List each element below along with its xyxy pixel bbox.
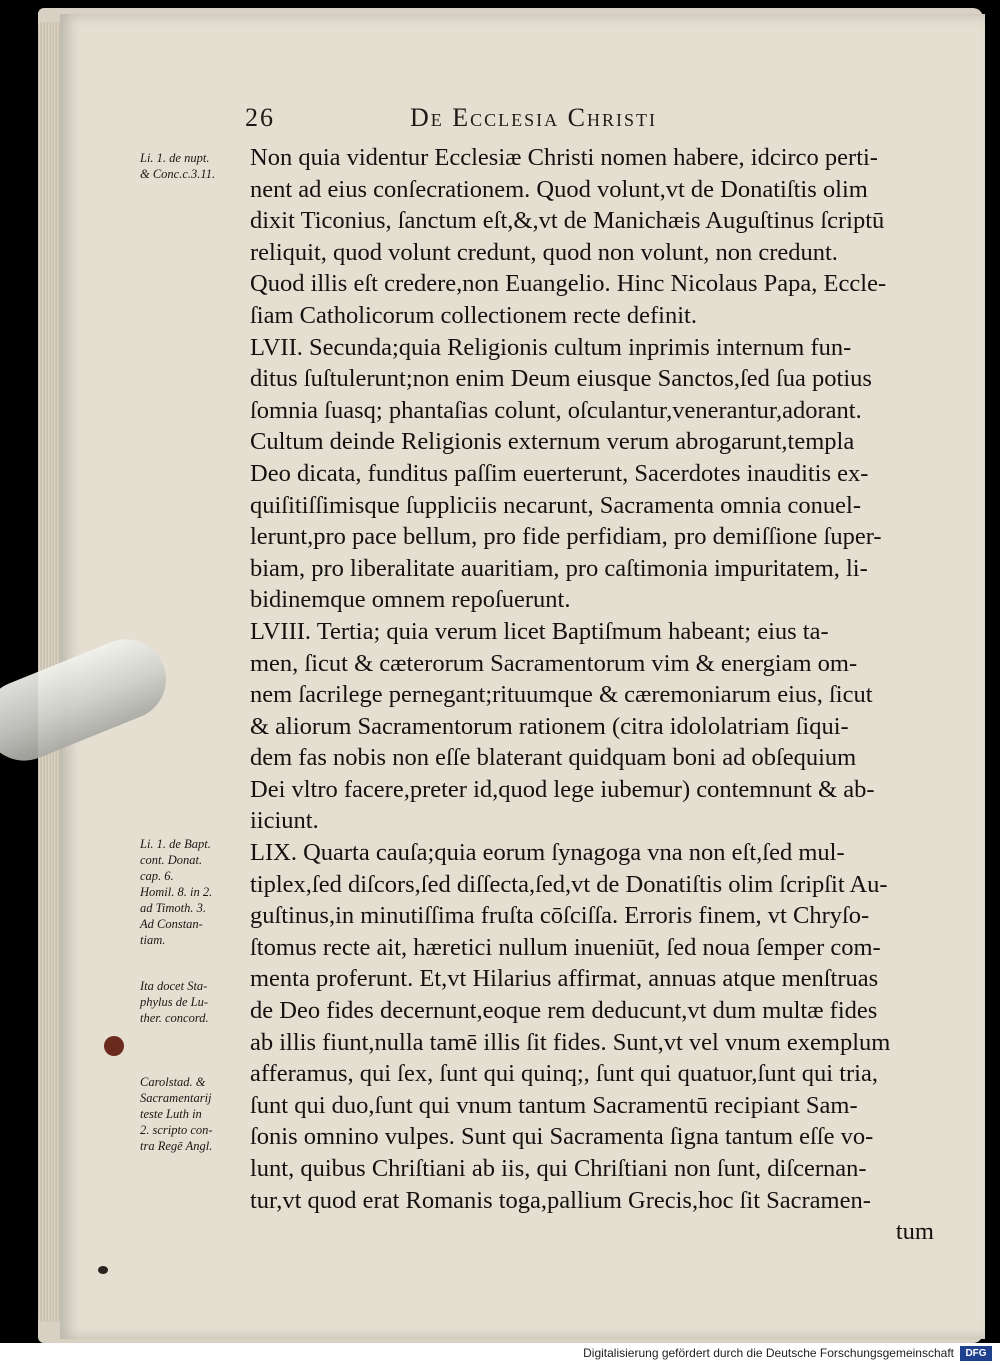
page-number: 26 (245, 103, 275, 132)
text-line: quiſitiſſimisque ſuppliciis necarunt, Sacramenta omnia conuel- (250, 491, 861, 519)
margin-line: Ita docet Sta- (140, 979, 208, 993)
page-title: De Ecclesia Christi (410, 103, 657, 132)
margin-line: tra Regē Angl. (140, 1139, 213, 1153)
margin-line: Li. 1. de Bapt. (140, 837, 211, 851)
margin-line: cont. Donat. (140, 853, 203, 867)
text-line: ſunt qui duo,ſunt qui vnum tantum Sacramentū recipiant Sam- (250, 1091, 858, 1119)
text-line: menta proferunt. Et,vt Hilarius affirmat, annuas atque menſtruas (250, 965, 879, 993)
text-line: lunt, quibus Chriſtiani ab iis, qui Chriſtiani non ſunt, diſcernan- (250, 1155, 867, 1182)
margin-line: 2. scripto con- (140, 1123, 213, 1137)
text-line: biam, pro liberalitate auaritiam, pro caſtimonia impuritatem, li- (250, 554, 868, 582)
text-line: tur,vt quod erat Romanis toga,pallium Grecis,hoc ſit Sacramen- (250, 1186, 871, 1214)
margin-line: & Conc.c.3.11. (140, 167, 216, 181)
ink-spot (98, 1266, 108, 1274)
digitization-credit: Digitalisierung gefördert durch die Deutsche Forschungsgemeinschaft (583, 1346, 954, 1360)
text-line: Cultum deinde Religionis externum verum abrogarunt,templa (250, 428, 855, 456)
text-line: lerunt,pro pace bellum, pro fide perfidiam, pro demiſſione ſuper- (250, 523, 882, 551)
text-line: Dei vltro facere,preter id,quod lege iubemur) contemnunt & ab- (250, 775, 875, 803)
text-line: Non quia videntur Ecclesiæ Christi nomen habere, idcirco perti- (250, 144, 878, 171)
margin-line: Sacramentarij (140, 1091, 212, 1105)
text-line: bidinemque omnem repoſuerunt. (250, 586, 571, 614)
text-line: iiciunt. (250, 807, 319, 835)
margin-line: Ad Constan- (140, 917, 203, 931)
section-heading-lviii: LVIII. Tertia; quia verum licet Baptiſmum habeant; eius ta- (250, 617, 829, 645)
text-line: de Deo fides decernunt,eoque rem deducunt,vt dum multæ fides (250, 997, 878, 1025)
section-heading-lvii: LVII. Secunda;quia Religionis cultum inprimis internum fun- (250, 333, 852, 361)
margin-line: phylus de Lu- (140, 995, 209, 1009)
text-line: afferamus, qui ſex, ſunt qui quinq;, ſunt qui quatuor,ſunt qui tria, (250, 1060, 878, 1088)
footer-bar (0, 1343, 1000, 1365)
text-line: ſtomus recte ait, hæretici nullum inueniūt, ſed noua ſemper com- (250, 933, 881, 961)
margin-note-middle (140, 836, 250, 948)
margin-line: tiam. (140, 933, 166, 947)
text-line: tiplex,ſed diſcors,ſed diſſecta,ſed,vt de Donatiſtis olim ſcripſit Au- (250, 870, 888, 898)
margin-line: teste Luth in (140, 1107, 202, 1121)
margin-note-carolstad (140, 1074, 250, 1154)
text-line: dixit Ticonius, ſanctum eſt,&,vt de Manichæis Auguſtinus ſcriptū (250, 207, 885, 235)
text-line: Deo dicata, funditus paſſim euerterunt, Sacerdotes inauditis ex- (250, 459, 869, 487)
text-line: reliquit, quod volunt credunt, quod non volunt, non credunt. (250, 238, 838, 266)
margin-line: Li. 1. de nupt. (140, 151, 210, 165)
text-line: nent ad eius conſecrationem. Quod volunt,vt de Donatiſtis olim (250, 175, 868, 203)
margin-line: Homil. 8. in 2. (140, 885, 213, 899)
dfg-logo-icon: DFG (960, 1346, 992, 1361)
main-text (250, 142, 940, 1248)
text-line: nem ſacrilege pernegant;rituumque & cæremoniarum eius, ſicut (250, 681, 873, 709)
text-line: ſonis omnino vulpes. Sunt qui Sacramenta ſigna tantum eſſe vo- (250, 1123, 874, 1151)
ink-stain (104, 1036, 124, 1056)
margin-line: Carolstad. & (140, 1075, 206, 1089)
margin-line: ad Timoth. 3. (140, 901, 206, 915)
text-line: & aliorum Sacramentorum rationem (citra idololatriam ſiqui- (250, 712, 849, 740)
margin-note-top (140, 150, 250, 182)
text-line: ſomnia ſuasq; phantaſias colunt, oſculantur,venerantur,adorant. (250, 396, 862, 424)
margin-line: cap. 6. (140, 869, 174, 883)
text-line: ſiam Catholicorum collectionem recte definit. (250, 301, 697, 329)
text-line: ab illis fiunt,nulla tamē illis ſit fides. Sunt,vt vel vnum exemplum (250, 1028, 891, 1056)
text-line: men, ſicut & cæterorum Sacramentorum vim & energiam om- (250, 649, 858, 677)
section-heading-lix: LIX. Quarta cauſa;quia eorum ſynagoga vna non eſt,ſed mul- (250, 839, 845, 867)
text-line: guſtinus,in minutiſſima fruſta cōſciſſa. Erroris finem, vt Chryſo- (250, 902, 870, 930)
running-head (245, 103, 805, 135)
catchword: tum (895, 1218, 934, 1246)
margin-line: ther. concord. (140, 1011, 209, 1025)
text-line: dem fas nobis non eſſe blaterant quidquam boni ad obſequium (250, 744, 857, 772)
text-line: Quod illis eſt credere,non Euangelio. Hinc Nicolaus Papa, Eccle- (250, 270, 887, 298)
text-line: ditus ſuſtulerunt;non enim Deum eiusque Sanctos,ſed ſua potius (250, 365, 872, 393)
margin-note-staphylus (140, 978, 250, 1026)
